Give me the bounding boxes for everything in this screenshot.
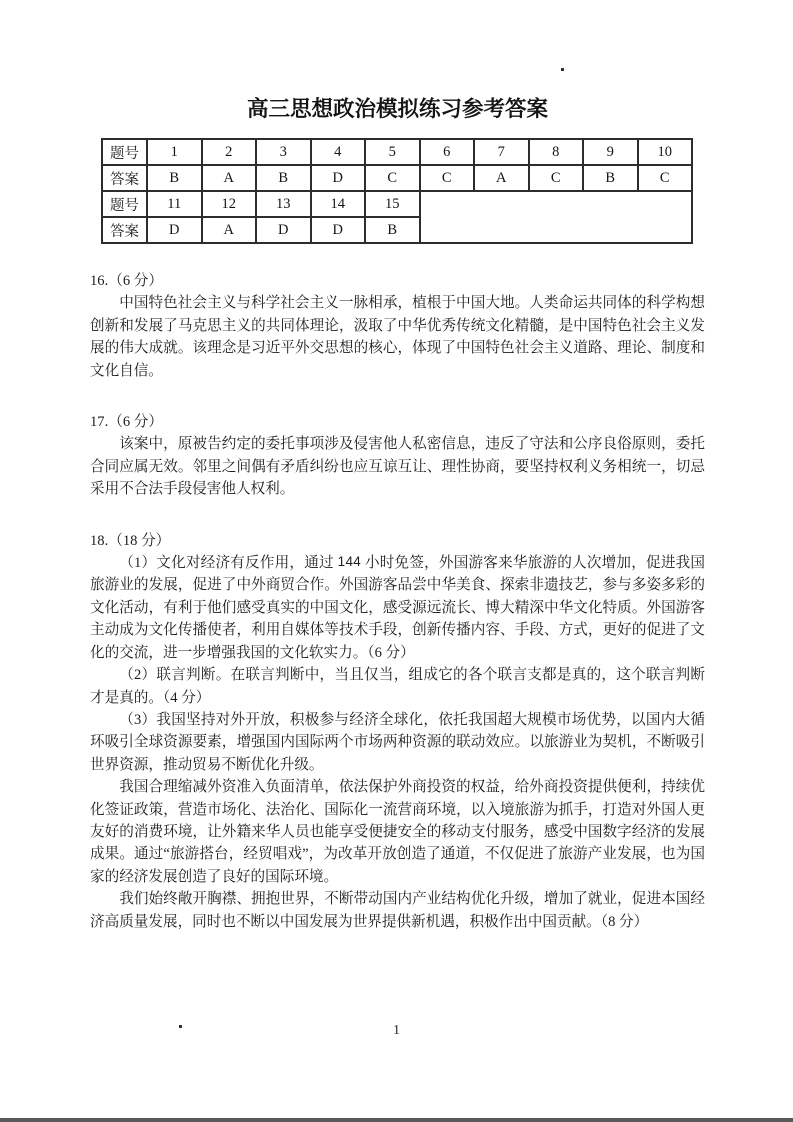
answer-cell: C	[529, 165, 584, 191]
question-number-cell: 3	[256, 139, 311, 165]
answer-section	[90, 270, 705, 382]
question-number-cell: 1	[147, 139, 202, 165]
row-header-cell: 答案	[102, 165, 147, 191]
question-number-cell: 11	[147, 191, 202, 217]
text-run: 我国合理缩减外资准入负面清单，依法保护外商投资的权益，给外商投资提供便利，持续优化签证政策，营造市场化、法治化、国际化一流营商环境，以入境旅游为抓手，打造对外国人更友好的消费环境，让外籍来华人员也能享受便捷安全的移动支付服务，感受中国数字经济的发展成果。通过“旅游搭台，经贸唱戏”，为改革开放创造了通道，不仅促进了旅游产业发展，也为国家的经济发展创造了良好的国际环境。	[90, 779, 705, 885]
answer-table-body	[102, 139, 692, 243]
stray-ink-dot-top	[561, 68, 564, 71]
question-number-cell: 5	[365, 139, 420, 165]
text-run: （2）联言判断。在联言判断中，当且仅当，组成它的各个联言支都是真的，这个联言判断才是真的。（4 分）	[90, 667, 705, 706]
answers-body	[90, 270, 705, 933]
question-number-cell: 12	[202, 191, 257, 217]
page-number: 1	[393, 1023, 400, 1038]
answer-paragraph	[90, 709, 705, 776]
answer-table-row	[102, 191, 692, 217]
answer-table-row	[102, 165, 692, 191]
question-number-cell: 14	[311, 191, 366, 217]
answer-cell: B	[365, 217, 420, 243]
answer-cell: A	[474, 165, 529, 191]
question-number-cell: 15	[365, 191, 420, 217]
answer-cell: B	[256, 165, 311, 191]
answer-cell: C	[365, 165, 420, 191]
question-number-cell: 6	[420, 139, 475, 165]
text-run: 中国特色社会主义与科学社会主义一脉相承，植根于中国大地。人类命运共同体的科学构想创新和发展了马克思主义的共同体理论，汲取了中华优秀传统文化精髓，是中国特色社会主义发展的伟大成就。该理念是习近平外交思想的核心，体现了中国特色社会主义道路、理论、制度和文化自信。	[90, 295, 705, 379]
row-header-cell: 题号	[102, 139, 147, 165]
row-header-cell: 题号	[102, 191, 147, 217]
question-number-cell: 13	[256, 191, 311, 217]
question-number-cell: 9	[583, 139, 638, 165]
section-heading: 17.（6 分）	[90, 414, 163, 431]
answer-paragraph	[90, 433, 705, 500]
answer-table	[101, 138, 693, 244]
answer-section	[90, 411, 705, 501]
emphasized-number: 144	[337, 553, 362, 569]
question-number-cell: 4	[311, 139, 366, 165]
answer-paragraph	[90, 888, 705, 933]
answer-cell: A	[202, 217, 257, 243]
answer-cell: B	[583, 165, 638, 191]
answer-cell: D	[147, 217, 202, 243]
text-run: （1）文化对经济有反作用，通过	[119, 555, 338, 572]
text-run: 我们始终敞开胸襟、拥抱世界，不断带动国内产业结构优化升级，增加了就业，促进本国经济高质量发展，同时也不断以中国发展为世界提供新机遇，积极作出中国贡献。（8 分）	[90, 891, 705, 930]
answer-paragraph	[90, 292, 705, 382]
answer-cell: D	[311, 217, 366, 243]
text-run: （3）我国坚持对外开放，积极参与经济全球化，依托我国超大规模市场优势，以国内大循环吸引全球资源要素，增强国内国际两个市场两种资源的联动效应。以旅游业为契机，不断吸引世界资源，推动贸易不断优化升级。	[90, 711, 705, 773]
question-number-cell: 8	[529, 139, 584, 165]
question-number-cell: 7	[474, 139, 529, 165]
text-run: 小时免签，外国游客来华旅游的人次增加，促进我国旅游业的发展，促进了中外商贸合作。外国游客品尝中华美食、探索非遗技艺，参与多姿多彩的文化活动，有利于他们感受真实的中国文化，感受源远流长、博大精深中华文化特质。外国游客主动成为文化传播使者，利用自媒体等技术手段，创新传播内容、手段、方式，更好的促进了文化的交流，进一步增强我国的文化软实力。（6 分）	[90, 555, 705, 661]
answer-cell: C	[420, 165, 475, 191]
answer-cell: D	[311, 165, 366, 191]
text-run: 该案中，原被告约定的委托事项涉及侵害他人私密信息，违反了守法和公序良俗原则，委托合同应属无效。邻里之间偶有矛盾纠纷也应互谅互让、理性协商，要坚持权利义务相统一，切忌采用不合法手段侵害他人权利。	[90, 436, 705, 498]
answer-cell: A	[202, 165, 257, 191]
answer-cell: D	[256, 217, 311, 243]
empty-merged-cell	[420, 191, 693, 243]
answer-section	[90, 530, 705, 933]
answer-cell: B	[147, 165, 202, 191]
answer-table-row	[102, 139, 692, 165]
page-title: 高三思想政治模拟练习参考答案	[246, 97, 548, 121]
section-heading: 18.（18 分）	[90, 532, 171, 549]
question-number-cell: 2	[202, 139, 257, 165]
answer-paragraph	[90, 664, 705, 709]
section-heading: 16.（6 分）	[90, 273, 163, 289]
question-number-cell: 10	[638, 139, 693, 165]
answer-paragraph	[90, 776, 705, 888]
answer-paragraph	[90, 552, 705, 664]
answer-cell: C	[638, 165, 693, 191]
row-header-cell: 答案	[102, 217, 147, 243]
page-bottom-edge	[0, 1118, 793, 1122]
